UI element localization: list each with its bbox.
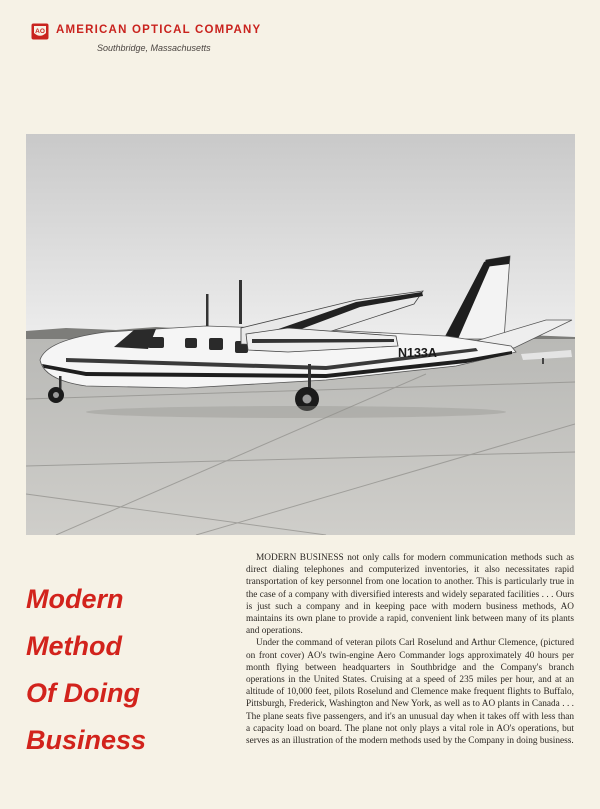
article-lead-in: MODERN BUSINESS: [256, 553, 344, 563]
headline-line-4: Business: [26, 725, 147, 755]
aircraft-photo: [26, 134, 575, 535]
tail-number: N133A: [398, 346, 437, 360]
article-paragraph-2: Under the command of veteran pilots Carl Roselund and Arthur Clemence, (pictured on front cover) AO's twin-engine Aero Commander logs approximately 40 hours per month flying between headquarters in Southbridge and the Company's branch operations in the United States. Cruising at a speed of 235 miles per hour, and at an altitude of 10,000 feet, pilots Roselund and Clemence make frequent flights to Buffalo, Pittsburgh, Frederick, Washington and New York, as well as to AO plants in Canada . . . The plane seats five passengers, and it's an unusual day when it takes off with less than a capacity load on board. The plane not only plays a vital role in AO's operations, but serves as an illustration of the modern methods used by the Company in doing business.: [246, 638, 574, 747]
headline-line-3: Of Doing: [26, 678, 140, 708]
company-name: AMERICAN OPTICAL COMPANY: [56, 24, 262, 36]
company-location: Southbridge, Massachusetts: [97, 43, 211, 53]
article-paragraph-1: [246, 552, 574, 637]
article-paragraph-1-text: not only calls for modern communication methods such as direct dialing telephones and computerized inventories, it also necessitates rapid transportation of key personnel from one location to another. This is particularly true in the case of a company with diversified interests and widely separated facilities . . . Ours is just such a company and in keeping pace with modern business methods, AO maintains its own plane to provide a rapid, convenient link between many of its plants and operations.: [246, 553, 574, 637]
headline-line-2: Method: [26, 631, 122, 661]
article-body: [246, 552, 574, 747]
logo-text: AO: [35, 28, 45, 35]
ao-shield-icon: [31, 23, 49, 40]
headline-line-1: Modern: [26, 584, 124, 614]
headline: [26, 576, 216, 764]
